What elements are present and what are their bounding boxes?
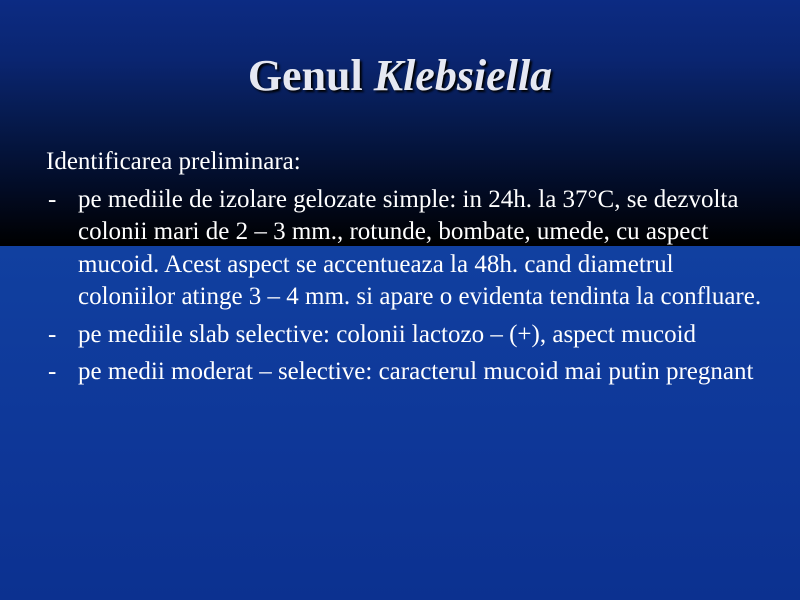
bullet-dash-icon: - [48,358,57,385]
slide-title [0,50,800,101]
intro-text: Identificarea preliminara: [46,148,301,175]
title-italic: Klebsiella [373,51,553,100]
slide-body [46,146,766,389]
bullet-dash-icon: - [48,185,57,213]
list-item [46,319,766,352]
list-item-text: pe medii moderat – selective: caracterul mucoid mai putin pregnant [78,358,754,385]
list-item [46,356,766,389]
title-plain: Genul [247,51,374,100]
list-item-text: pe mediile de izolare gelozate simple: in 24h. la 37°C, se dezvolta colonii mari de 2 – 3 mm., rotunde, bombate, umede, cu aspect mucoid. Acest aspect se accentueaza la 48h. cand diametrul coloniilor atinge 3 – 4 mm. si apare o evidenta tendinta la confluare. [78,185,762,310]
bullet-dash-icon: - [48,320,57,348]
list-item [46,184,766,314]
list-item-text: pe mediile slab selective: colonii lactozo – (+), aspect mucoid [78,320,697,348]
